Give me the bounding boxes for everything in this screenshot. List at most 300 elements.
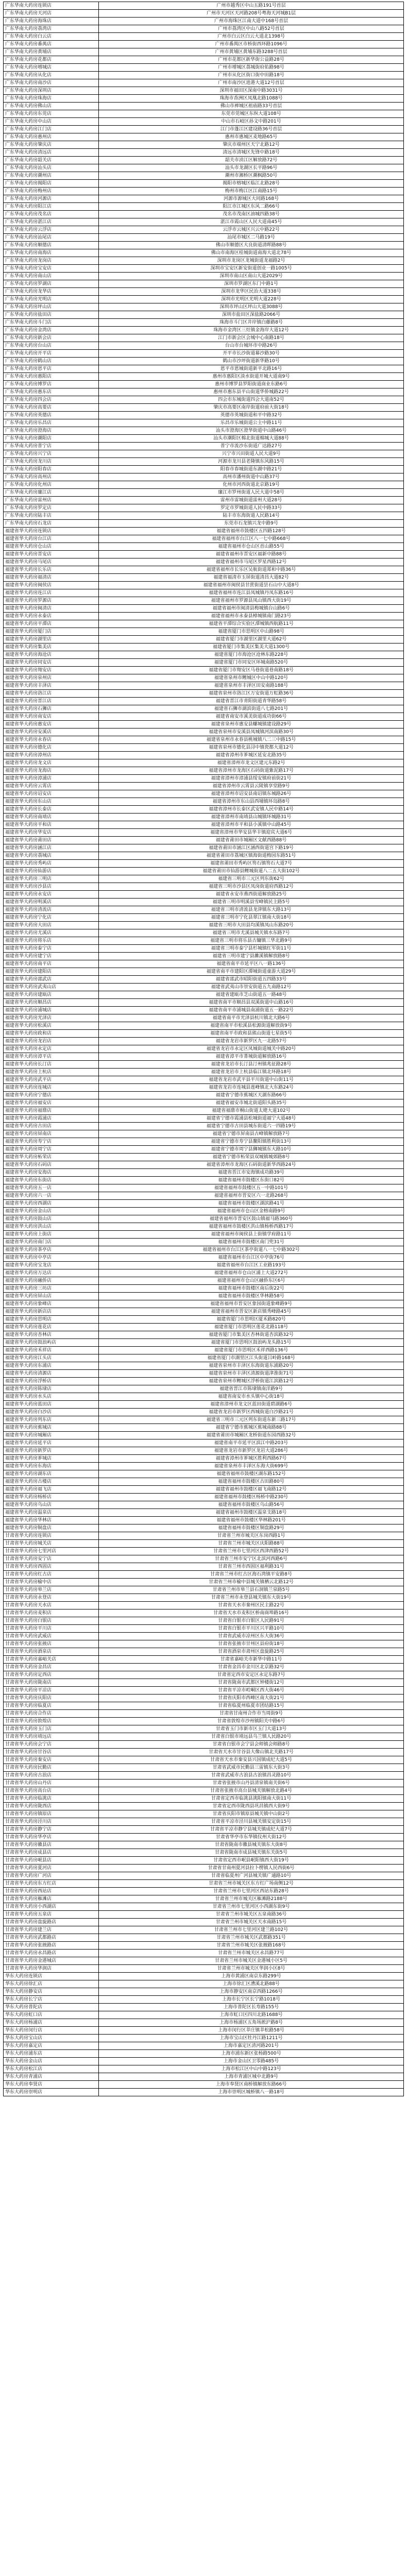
store-name-cell: 甘肃省华大药房安宁店 bbox=[4, 1555, 99, 1563]
store-name-cell: 甘肃省华大药房靖远店 bbox=[4, 1733, 99, 1741]
table-row bbox=[4, 1524, 404, 1532]
store-name-cell: 福建省华大药房金山店 bbox=[4, 1208, 99, 1215]
store-name-cell: 福建省华大药房杨桥店 bbox=[4, 1494, 99, 1501]
store-name-cell: 广东华南大药房清远店 bbox=[4, 149, 99, 157]
table-row bbox=[4, 953, 404, 960]
table-row bbox=[4, 1239, 404, 1246]
store-address-cell: 开平市长沙街道幕沙路30号 bbox=[99, 350, 404, 358]
store-address-cell: 上海市宝山区牡丹江路1211号 bbox=[99, 2035, 404, 2042]
store-name-cell: 广东华南大药房天河店 bbox=[4, 10, 99, 18]
table-row bbox=[4, 759, 404, 767]
table-row bbox=[4, 195, 404, 203]
store-address-cell: 福建省南平市松溪县松源街道解放街9号 bbox=[99, 1022, 404, 1030]
store-address-cell: 福建省福清市玉屏街道清昌大道82号 bbox=[99, 574, 404, 582]
store-address-cell: 普宁市流沙东街道广达路27号 bbox=[99, 443, 404, 450]
table-row bbox=[4, 2042, 404, 2050]
store-name-cell: 福建省华大药房思明店 bbox=[4, 1316, 99, 1324]
store-address-cell: 甘肃省白银市靖远县乌兰镇人民路20号 bbox=[99, 1733, 404, 1741]
store-name-cell: 福建省华大药房华安店 bbox=[4, 829, 99, 837]
table-row bbox=[4, 829, 404, 837]
store-address-cell: 云浮市云城区兴云中路22号 bbox=[99, 226, 404, 234]
store-address-cell: 甘肃省庆阳市镇原县城关镇中山街2号 bbox=[99, 1810, 404, 1818]
store-name-cell: 福建省华大药房列东店 bbox=[4, 1416, 99, 1424]
table-row bbox=[4, 1370, 404, 1378]
store-name-cell: 广东华南大药房番禺店 bbox=[4, 41, 99, 48]
store-address-cell: 上海市青浦区城中北路9号 bbox=[99, 2073, 404, 2081]
table-row bbox=[4, 837, 404, 844]
store-address-cell: 福建省漳州市芗城区胜利西路67号 bbox=[99, 1455, 404, 1463]
store-name-cell: 福建省华大药房周宁店 bbox=[4, 1146, 99, 1154]
table-row bbox=[4, 1548, 404, 1555]
table-row bbox=[4, 597, 404, 605]
store-name-cell: 福建省华大药房五一店 bbox=[4, 1184, 99, 1192]
store-address-cell: 广州市番禺区市桥街西环路1096号 bbox=[99, 41, 404, 48]
store-address-cell: 福建省龙岩市新罗区九一北路57号 bbox=[99, 1038, 404, 1045]
table-row bbox=[4, 1895, 404, 1903]
table-row bbox=[4, 698, 404, 705]
table-row bbox=[4, 64, 404, 72]
store-name-cell: 广东华南大药房四会店 bbox=[4, 396, 99, 404]
table-row bbox=[4, 1980, 404, 1988]
store-name-cell: 广东华南大药房英德店 bbox=[4, 412, 99, 419]
store-address-cell: 福建省三明市明溪县雪峰镇民主路5号 bbox=[99, 899, 404, 906]
store-name-cell: 广东华南大药房盐田店 bbox=[4, 311, 99, 319]
store-address-cell: 福建省宁德市霞浦县松城街道福宁大道48号 bbox=[99, 1115, 404, 1123]
store-name-cell: 广东华南大药房潮州店 bbox=[4, 172, 99, 180]
store-address-cell: 甘肃省定西市陇西县巩昌镇西大街9号 bbox=[99, 1803, 404, 1810]
table-row bbox=[4, 1022, 404, 1030]
store-address-cell: 上海市奉贤区南桥镇解放东路66号 bbox=[99, 2081, 404, 2089]
store-name-cell: 福建省华大药房松溪店 bbox=[4, 1022, 99, 1030]
store-name-cell: 广东华南大药房化州店 bbox=[4, 481, 99, 489]
store-address-cell: 福建省漳州市平和县小溪镇中山路45号 bbox=[99, 821, 404, 829]
store-address-cell: 福建省福州市鼓楼区福飞南路12号 bbox=[99, 1486, 404, 1494]
table-row bbox=[4, 1293, 404, 1300]
store-address-cell: 福建省厦门市湖里区湖里大道62号 bbox=[99, 636, 404, 643]
store-name-cell: 广东华南大药房东莞店 bbox=[4, 110, 99, 118]
table-row bbox=[4, 1988, 404, 1996]
store-name-cell: 福建省华大药房建阳店 bbox=[4, 968, 99, 976]
store-address-cell: 甘肃省陇南市武都区钟楼街12号 bbox=[99, 1679, 404, 1687]
store-address-cell: 甘肃省张掖市高台县城关镇解放北路4号 bbox=[99, 1787, 404, 1795]
store-name-cell: 华东大药房闵行店 bbox=[4, 2027, 99, 2035]
store-address-cell: 福建省福州市鼓楼区杨桥中路230号 bbox=[99, 1494, 404, 1501]
store-address-cell: 上海市金山区卫零路485号 bbox=[99, 2058, 404, 2065]
store-name-cell: 广东华南大药房黄埔店 bbox=[4, 48, 99, 56]
table-row bbox=[4, 1741, 404, 1749]
store-address-cell: 福建省福州市晋安区象园街道象峰路9号 bbox=[99, 1300, 404, 1308]
store-address-cell: 福建省南平市顺昌县双溪街道中山路16号 bbox=[99, 999, 404, 1007]
table-row bbox=[4, 1138, 404, 1146]
store-address-cell: 福建省福州市罗源县凤山镇西大街19号 bbox=[99, 597, 404, 605]
store-address-cell: 四会市东城街道四会大道南52号 bbox=[99, 396, 404, 404]
store-table bbox=[3, 2, 404, 2096]
store-address-cell: 甘肃省武威市民勤县三雷镇东大街3号 bbox=[99, 1764, 404, 1772]
store-name-cell: 广东华南大药房珠海店 bbox=[4, 95, 99, 103]
table-row bbox=[4, 1339, 404, 1347]
store-name-cell: 华东大药房普陀店 bbox=[4, 2004, 99, 2011]
store-address-cell: 福建省厦门市海沧区沧林东路228号 bbox=[99, 651, 404, 659]
store-name-cell: 广东华南大药房罗湖店 bbox=[4, 280, 99, 288]
table-row bbox=[4, 814, 404, 821]
table-row bbox=[4, 1092, 404, 1099]
table-row bbox=[4, 1378, 404, 1385]
store-address-cell: 福建省福州市鼓楼区五一中路101号 bbox=[99, 1184, 404, 1192]
table-row bbox=[4, 1517, 404, 1524]
table-row bbox=[4, 1486, 404, 1494]
table-row bbox=[4, 419, 404, 427]
table-row bbox=[4, 636, 404, 643]
store-address-cell: 福建省建瓯市芝山街道五一路48号 bbox=[99, 991, 404, 999]
store-name-cell: 福建省华大药房杏林店 bbox=[4, 1331, 99, 1339]
table-row bbox=[4, 1694, 404, 1702]
table-row bbox=[4, 589, 404, 597]
store-address-cell: 福建省福州市闽侯县甘蔗街道昙石山中大道8号 bbox=[99, 582, 404, 589]
store-address-cell: 惠州市惠城区麦地路65号 bbox=[99, 133, 404, 141]
store-name-cell: 广东华南大药房海珠店 bbox=[4, 18, 99, 25]
store-name-cell: 福建省华大药房东街店 bbox=[4, 1177, 99, 1184]
table-row bbox=[4, 1617, 404, 1625]
store-name-cell: 广东华南大药房龙华店 bbox=[4, 288, 99, 296]
table-row bbox=[4, 1664, 404, 1671]
store-address-cell: 甘肃省陇南市成县城关镇东关街5号 bbox=[99, 1849, 404, 1857]
store-address-cell: 东莞市莞城区东纵大道108号 bbox=[99, 110, 404, 118]
table-row bbox=[4, 226, 404, 234]
table-row bbox=[4, 1123, 404, 1130]
store-name-cell: 甘肃省华大药房华润店 bbox=[4, 1965, 99, 1973]
store-address-cell: 福建省三明市三元区列东街62号 bbox=[99, 875, 404, 883]
table-row bbox=[4, 667, 404, 674]
store-address-cell: 甘肃省兰州市城关区金港城小区5号 bbox=[99, 1957, 404, 1965]
table-row bbox=[4, 1787, 404, 1795]
table-row bbox=[4, 2027, 404, 2035]
store-address-cell: 甘肃省武威市古浪县古浪镇昌灵路10号 bbox=[99, 1772, 404, 1780]
store-name-cell: 广东华南大药房惠东店 bbox=[4, 388, 99, 396]
store-name-cell: 福建省华大药房蕉城店 bbox=[4, 1424, 99, 1432]
store-name-cell: 甘肃省华大药房山丹店 bbox=[4, 1780, 99, 1787]
table-row bbox=[4, 280, 404, 288]
store-address-cell: 甘肃省天水市秦州区民主路22号 bbox=[99, 1602, 404, 1609]
store-address-cell: 肇庆市高要区南岸街道府前大街18号 bbox=[99, 404, 404, 412]
store-name-cell: 广东华南大药房台山店 bbox=[4, 342, 99, 350]
store-name-cell: 华东大药房静安店 bbox=[4, 1988, 99, 1996]
store-name-cell: 广东华南大药房雷州店 bbox=[4, 497, 99, 504]
store-address-cell: 福建省福州市台江区工业路193号 bbox=[99, 1262, 404, 1269]
table-row bbox=[4, 875, 404, 883]
store-name-cell: 福建省华大药房秀屿店 bbox=[4, 860, 99, 868]
store-address-cell: 陆丰市东海街道人民路14号 bbox=[99, 512, 404, 520]
store-address-cell: 深圳市龙华区民治大道338号 bbox=[99, 288, 404, 296]
store-name-cell: 福建省华大药房江头店 bbox=[4, 1354, 99, 1362]
store-address-cell: 福建省三明市清流县龙津镇东大路13号 bbox=[99, 906, 404, 914]
store-address-cell: 福建省南安市溪美街道成功街66号 bbox=[99, 713, 404, 721]
store-name-cell: 甘肃省华大药房皋兰店 bbox=[4, 1586, 99, 1594]
store-address-cell: 福建省三明市建宁县濉溪镇解放路8号 bbox=[99, 953, 404, 960]
table-row bbox=[4, 1076, 404, 1084]
table-row bbox=[4, 558, 404, 566]
store-address-cell: 福建省福州市晋安区福新中路88号 bbox=[99, 551, 404, 558]
store-address-cell: 阳春市春城街道东湖中路21号 bbox=[99, 466, 404, 473]
store-name-cell: 福建省华大药房古田店 bbox=[4, 1123, 99, 1130]
table-row bbox=[4, 543, 404, 551]
store-address-cell: 惠州市惠阳区淡水街道开城大道南9号 bbox=[99, 373, 404, 381]
table-row bbox=[4, 991, 404, 999]
table-row bbox=[4, 373, 404, 381]
table-row bbox=[4, 350, 404, 358]
store-address-cell: 福建省泉州市丰泽区东海大街699号 bbox=[99, 1463, 404, 1470]
store-address-cell: 甘肃省白银市会宁县会师镇会师路8号 bbox=[99, 1741, 404, 1749]
store-name-cell: 甘肃省华大药房泾川店 bbox=[4, 1818, 99, 1826]
store-name-cell: 广东华南大药房新会店 bbox=[4, 334, 99, 342]
store-address-cell: 福建省福州市鼓楼区铜盘路29号 bbox=[99, 1524, 404, 1532]
table-row bbox=[4, 1308, 404, 1316]
store-address-cell: 福建省三明市沙县区凤岗街道府西路12号 bbox=[99, 883, 404, 891]
table-row bbox=[4, 1277, 404, 1285]
store-address-cell: 福建省邵武市昭阳街道五四路33号 bbox=[99, 976, 404, 984]
store-name-cell: 福建省华大药房南门店 bbox=[4, 1239, 99, 1246]
table-row bbox=[4, 1285, 404, 1293]
table-row bbox=[4, 620, 404, 628]
store-address-cell: 福建省永安市燕西街道解放路25号 bbox=[99, 891, 404, 899]
store-address-cell: 福建省厦门市同安区环城南路520号 bbox=[99, 659, 404, 667]
store-address-cell: 福建省三明市泰宁县杉城镇红军街11号 bbox=[99, 945, 404, 953]
store-address-cell: 雷州市雷城街道雷州大道28号 bbox=[99, 497, 404, 504]
table-row bbox=[4, 906, 404, 914]
store-name-cell: 甘肃省华大药房定西店 bbox=[4, 1671, 99, 1679]
table-row bbox=[4, 1324, 404, 1331]
store-name-cell: 广东华南大药房深圳店 bbox=[4, 87, 99, 95]
table-row bbox=[4, 1926, 404, 1934]
store-address-cell: 甘肃省定西市临洮县洮阳镇南大街11号 bbox=[99, 1795, 404, 1803]
store-name-cell: 广东华南大药房斗门店 bbox=[4, 319, 99, 327]
store-address-cell: 广州市越秀区中山五路191号首层 bbox=[99, 2, 404, 10]
store-address-cell: 福建省福州市鼓楼区华林路58号 bbox=[99, 1293, 404, 1300]
store-address-cell: 茂名市茂南区油城四路38号 bbox=[99, 211, 404, 218]
table-row bbox=[4, 798, 404, 806]
store-name-cell: 福建省华大药房马尾店 bbox=[4, 558, 99, 566]
store-address-cell: 福建省福州市晋安区六一北路268号 bbox=[99, 1192, 404, 1200]
store-address-cell: 惠州市博罗县罗阳街道商业东路6号 bbox=[99, 381, 404, 388]
table-row bbox=[4, 1146, 404, 1154]
table-row bbox=[4, 1030, 404, 1038]
store-address-cell: 广州市增城区荔城街府佑路98号 bbox=[99, 64, 404, 72]
store-address-cell: 福建省福州市鼓楼区温泉支路18号 bbox=[99, 1509, 404, 1517]
table-row bbox=[4, 1880, 404, 1888]
store-name-cell: 福建省华大药房清源店 bbox=[4, 1370, 99, 1378]
store-address-cell: 肇庆市端州区天宁北路12号 bbox=[99, 141, 404, 149]
store-address-cell: 福建省龙岩市上杭县临江镇北环路18号 bbox=[99, 1069, 404, 1076]
table-row bbox=[4, 95, 404, 103]
store-name-cell: 甘肃省华大药房榆中店 bbox=[4, 1579, 99, 1586]
store-address-cell: 福建省宁德市屏南县古峰镇解放路7号 bbox=[99, 1130, 404, 1138]
store-name-cell: 甘肃省华大药房永登店 bbox=[4, 1594, 99, 1602]
table-row bbox=[4, 288, 404, 296]
store-name-cell: 福建省华大药房茶亭店 bbox=[4, 1246, 99, 1254]
store-name-cell: 甘肃省华大药房张掖路店 bbox=[4, 1942, 99, 1950]
store-name-cell: 甘肃省华大药房西站店 bbox=[4, 1888, 99, 1895]
store-address-cell: 上海市长宁区长宁路1018号 bbox=[99, 1996, 404, 2004]
table-row bbox=[4, 1555, 404, 1563]
store-name-cell: 福建省华大药房光泽店 bbox=[4, 1014, 99, 1022]
table-row bbox=[4, 1872, 404, 1880]
store-address-cell: 甘肃省兰州市榆中县城关镇栖云北路12号 bbox=[99, 1579, 404, 1586]
table-row bbox=[4, 674, 404, 682]
table-row bbox=[4, 1957, 404, 1965]
store-address-cell: 惠州市惠东县平山街道华侨城路22号 bbox=[99, 388, 404, 396]
table-row bbox=[4, 126, 404, 133]
store-address-cell: 福建省武夷山市崇安街道五九南路12号 bbox=[99, 984, 404, 991]
store-address-cell: 福建省三明市大田县均溪镇凤山东路20号 bbox=[99, 922, 404, 929]
store-name-cell: 华东大药房奉贤店 bbox=[4, 2081, 99, 2089]
table-row bbox=[4, 628, 404, 636]
store-name-cell: 福建省华大药房乌山店 bbox=[4, 1501, 99, 1509]
store-name-cell: 福建省华大药房浦城店 bbox=[4, 1007, 99, 1014]
store-name-cell: 福建省华大药房福鼎店 bbox=[4, 1107, 99, 1115]
store-name-cell: 福建省华大药房华林店 bbox=[4, 1517, 99, 1524]
store-address-cell: 福建省福州市鼓楼区南门兜31号 bbox=[99, 1239, 404, 1246]
table-row bbox=[4, 605, 404, 613]
store-name-cell: 广东华南大药房荔湾店 bbox=[4, 25, 99, 33]
store-address-cell: 甘肃省酒泉市肃州区盘旋路25号 bbox=[99, 1648, 404, 1656]
table-row bbox=[4, 929, 404, 937]
store-name-cell: 福建省华大药房政和店 bbox=[4, 1030, 99, 1038]
store-name-cell: 广东华南大药房茂名店 bbox=[4, 211, 99, 218]
store-name-cell: 福建省华大药房诏安店 bbox=[4, 790, 99, 798]
table-row bbox=[4, 412, 404, 419]
store-name-cell: 甘肃省华大药房金港城店 bbox=[4, 1957, 99, 1965]
store-table-body bbox=[4, 2, 404, 2096]
store-address-cell: 福建省宁德市蕉城区天湖东路66号 bbox=[99, 1092, 404, 1099]
table-row bbox=[4, 1447, 404, 1455]
store-name-cell: 福建省华大药房东浦店 bbox=[4, 1362, 99, 1370]
store-name-cell: 福建省华大药房台江店 bbox=[4, 535, 99, 543]
table-row bbox=[4, 1014, 404, 1022]
store-address-cell: 福建省厦门市思明区鼓浪屿龙头路15号 bbox=[99, 1339, 404, 1347]
table-row bbox=[4, 311, 404, 319]
table-row bbox=[4, 1215, 404, 1223]
table-row bbox=[4, 2, 404, 10]
store-name-cell: 广东华南大药房金湾店 bbox=[4, 327, 99, 334]
store-address-cell: 福建省南平市建阳区潭城街道童游大道29号 bbox=[99, 968, 404, 976]
table-row bbox=[4, 651, 404, 659]
table-row bbox=[4, 643, 404, 651]
table-row bbox=[4, 497, 404, 504]
store-address-cell: 福建省福州市鼓楼区五四路128号 bbox=[99, 528, 404, 535]
store-name-cell: 甘肃省华大药房静宁店 bbox=[4, 1826, 99, 1834]
store-name-cell: 福建省华大药房寿宁店 bbox=[4, 1138, 99, 1146]
store-address-cell: 福建省福州市台江区茶亭街道八一七中路302号 bbox=[99, 1246, 404, 1254]
table-row bbox=[4, 149, 404, 157]
table-row bbox=[4, 2011, 404, 2019]
store-address-cell: 福建省厦门市思明区厦禾路820号 bbox=[99, 1316, 404, 1324]
store-name-cell: 福建省华大药房集美店 bbox=[4, 643, 99, 651]
table-row bbox=[4, 736, 404, 744]
table-row bbox=[4, 1609, 404, 1617]
table-row bbox=[4, 1857, 404, 1865]
store-address-cell: 福建省莆田市秀屿区笏石镇笏石大道7号 bbox=[99, 860, 404, 868]
store-address-cell: 福建省三明市宁化县翠江镇南大街18号 bbox=[99, 914, 404, 922]
table-row bbox=[4, 1393, 404, 1401]
table-row bbox=[4, 1061, 404, 1069]
table-row bbox=[4, 56, 404, 64]
store-name-cell: 华东大药房连锁店 bbox=[4, 1973, 99, 1980]
store-name-cell: 甘肃省华大药房连锁店 bbox=[4, 1532, 99, 1540]
table-row bbox=[4, 1764, 404, 1772]
store-name-cell: 甘肃省华大药房盘旋路店 bbox=[4, 1919, 99, 1926]
store-name-cell: 甘肃省华大药房华亭店 bbox=[4, 1834, 99, 1841]
table-row bbox=[4, 1007, 404, 1014]
store-address-cell: 福建省平潭综合实验区潭城镇西航路11号 bbox=[99, 620, 404, 628]
store-address-cell: 深圳市罗湖区东门中路1号 bbox=[99, 280, 404, 288]
table-row bbox=[4, 1401, 404, 1409]
store-name-cell: 福建省华大药房西湖店 bbox=[4, 1200, 99, 1208]
table-row bbox=[4, 79, 404, 87]
store-address-cell: 福建省晋江市青阳街道青华路58号 bbox=[99, 698, 404, 705]
store-address-cell: 福建省福州市仓山区浦上大道272号 bbox=[99, 1269, 404, 1277]
table-row bbox=[4, 25, 404, 33]
store-address-cell: 甘肃省兰州市城关区五泉南路36号 bbox=[99, 1911, 404, 1919]
table-row bbox=[4, 821, 404, 829]
table-row bbox=[4, 1950, 404, 1957]
store-name-cell: 甘肃省华大药房金昌店 bbox=[4, 1664, 99, 1671]
table-row bbox=[4, 1865, 404, 1872]
store-name-cell: 福建省华大药房宁化店 bbox=[4, 914, 99, 922]
table-row bbox=[4, 2050, 404, 2058]
table-row bbox=[4, 551, 404, 558]
table-row bbox=[4, 1246, 404, 1254]
store-address-cell: 福建省福州市马尾区罗星西路12号 bbox=[99, 558, 404, 566]
store-address-cell: 甘肃省兰州市七里河区建兰路102号 bbox=[99, 1926, 404, 1934]
table-row bbox=[4, 504, 404, 512]
store-name-cell: 福建省华大药房洪山店 bbox=[4, 1223, 99, 1231]
store-name-cell: 甘肃省华大药房雁滩店 bbox=[4, 1895, 99, 1903]
store-name-cell: 广东华南大药房南山店 bbox=[4, 273, 99, 280]
store-address-cell: 深圳市盐田区深盐路2066号 bbox=[99, 311, 404, 319]
store-name-cell: 福建省华大药房温泉店 bbox=[4, 1509, 99, 1517]
store-address-cell: 上海市浦东新区张杨路500号 bbox=[99, 2050, 404, 2058]
table-row bbox=[4, 1455, 404, 1463]
store-name-cell: 广东华南大药房坪山店 bbox=[4, 303, 99, 311]
table-row bbox=[4, 1099, 404, 1107]
store-address-cell: 福建省漳州市龙文区建元东路2号 bbox=[99, 759, 404, 767]
store-name-cell: 福建省华大药房顺昌店 bbox=[4, 999, 99, 1007]
table-row bbox=[4, 1177, 404, 1184]
store-address-cell: 福建省宁德市寿宁县鳌阳镇胜利街13号 bbox=[99, 1138, 404, 1146]
store-name-cell: 甘肃省华大药房西固店 bbox=[4, 1563, 99, 1571]
table-row bbox=[4, 705, 404, 713]
table-row bbox=[4, 319, 404, 327]
store-address-cell: 福建省龙岩市长汀县汀州镇兆征路28号 bbox=[99, 1061, 404, 1069]
store-name-cell: 福建省华大药房莆田店 bbox=[4, 837, 99, 844]
store-name-cell: 福建省华大药房德化店 bbox=[4, 744, 99, 752]
store-address-cell: 福建省厦门市思明区莲花北路118号 bbox=[99, 1324, 404, 1331]
store-address-cell: 台山市台城环市中路26号 bbox=[99, 342, 404, 350]
store-name-cell: 广东华南大药房龙川店 bbox=[4, 458, 99, 466]
store-address-cell: 福建省厦门市集美区杏林街道杏滨路32号 bbox=[99, 1331, 404, 1339]
store-address-cell: 广州市天河区天河路208号粤海天河城B1层 bbox=[99, 10, 404, 18]
store-address-cell: 甘肃省兰州市城关区东岗西路1号 bbox=[99, 1532, 404, 1540]
store-address-cell: 甘肃省兰州市永登县城关镇东大街19号 bbox=[99, 1594, 404, 1602]
table-row bbox=[4, 752, 404, 759]
store-address-cell: 福建省福州市鼓楼区湖东路152号 bbox=[99, 1470, 404, 1478]
table-row bbox=[4, 1439, 404, 1447]
table-row bbox=[4, 582, 404, 589]
table-row bbox=[4, 1973, 404, 1980]
store-name-cell: 广东华南大药房高州店 bbox=[4, 473, 99, 481]
table-row bbox=[4, 1045, 404, 1053]
table-row bbox=[4, 435, 404, 443]
table-row bbox=[4, 1749, 404, 1756]
